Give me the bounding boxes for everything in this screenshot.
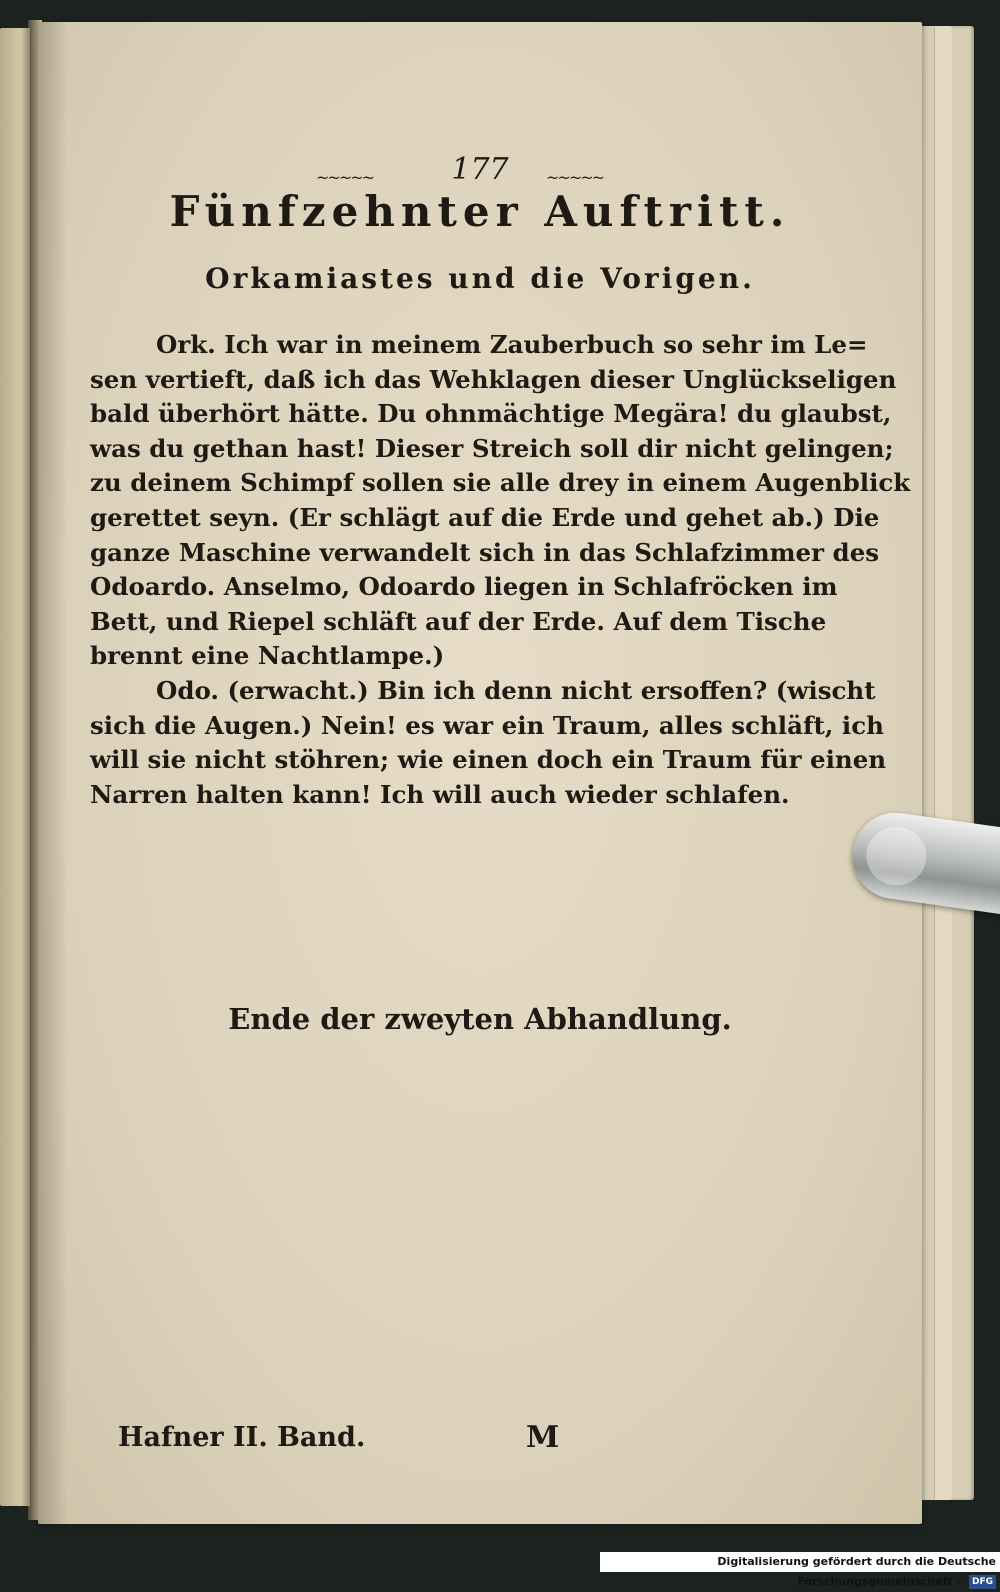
text-line: will sie nicht stöhren; wie einen doch ein Traum für einen — [90, 745, 887, 775]
signature-line: Hafner II. Band. — [118, 1422, 366, 1453]
header-ornament-right: ~~~~~ — [546, 168, 604, 187]
scene-characters: Orkamiastes und die Vorigen. — [205, 262, 755, 295]
header-ornament-left: ~~~~~ — [316, 168, 374, 187]
text-line: brennt eine Nachtlampe.) — [90, 641, 445, 671]
text-line: Odoardo. Anselmo, Odoardo liegen in Schlafröcken im — [90, 572, 838, 602]
paragraph-orkamiastes — [90, 328, 911, 674]
text-line: Bett, und Riepel schläft auf der Erde. Auf dem Tische — [90, 606, 827, 636]
text-body — [90, 328, 911, 812]
text-line: sen vertieft, daß ich das Wehklagen dieser Unglückseligen — [90, 364, 897, 394]
book-page — [38, 22, 922, 1524]
text-line: sich die Augen.) Nein! es war ein Traum, alles schläft, ich — [90, 710, 884, 740]
text-line: was du gethan hast! Dieser Streich soll dir nicht gelingen; — [90, 433, 894, 463]
scene-title: Fünfzehnter Auftritt. — [169, 187, 791, 236]
text-line: bald überhört hätte. Du ohnmächtige Megära! du glaubst, — [90, 399, 892, 429]
text-line: Odo. (erwacht.) Bin ich denn nicht ersoffen? (wischt — [156, 675, 876, 705]
signature-mark: M — [526, 1420, 560, 1455]
text-line: Ork. Ich war in meinem Zauberbuch so sehr im Le= — [156, 330, 868, 359]
act-end-line: Ende der zweyten Abhandlung. — [228, 1002, 732, 1036]
text-line: Narren halten kann! Ich will auch wieder schlafen. — [90, 779, 790, 809]
text-line: ganze Maschine verwandelt sich in das Schlafzimmer des — [90, 537, 880, 567]
text-line: zu deinem Schimpf sollen sie alle drey in einem Augenblick — [90, 468, 911, 498]
left-page-edge — [0, 28, 30, 1506]
gutter-shadow — [38, 22, 68, 1524]
digitization-credit — [600, 1552, 1000, 1588]
page-number: 177 — [451, 152, 509, 187]
dfg-logo: DFG — [969, 1575, 996, 1589]
page-header — [38, 142, 922, 187]
credit-text: Digitalisierung gefördert durch die Deutsche Forschungsgemeinschaft - — [717, 1555, 996, 1588]
paragraph-odoardo — [90, 674, 887, 812]
text-line: gerettet seyn. (Er schlägt auf die Erde und gehet ab.) Die — [90, 502, 880, 532]
